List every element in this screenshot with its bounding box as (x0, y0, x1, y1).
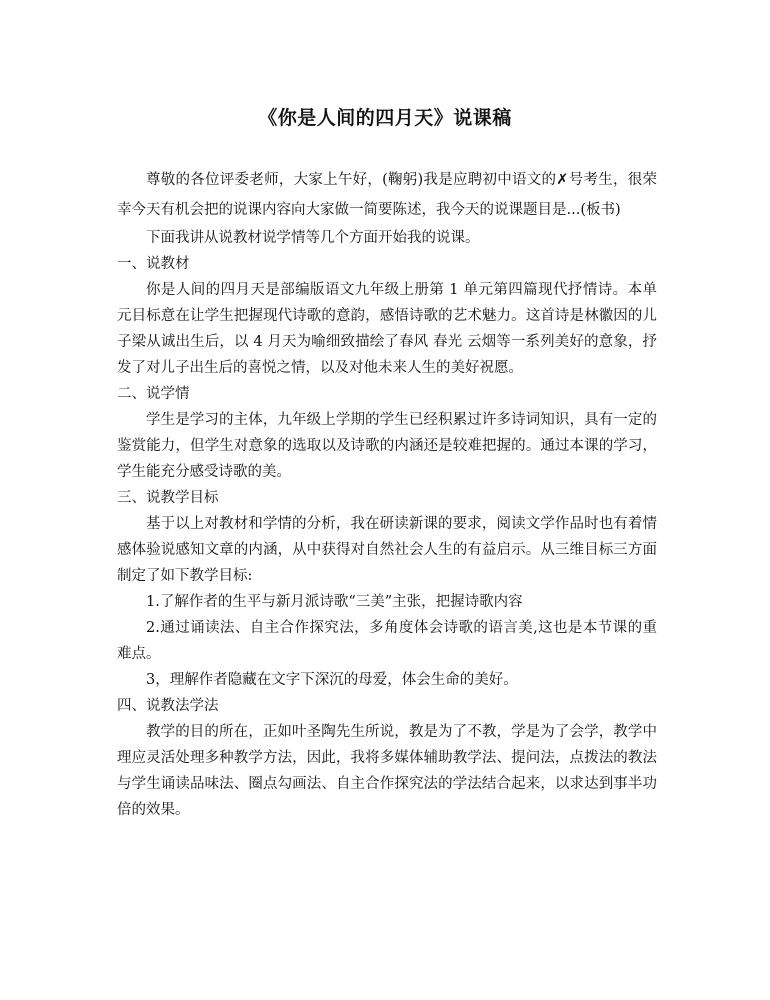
section-heading: 三、说教学目标 (117, 490, 219, 506)
body-paragraph: 基于以上对教材和学情的分析，我在研读新课的要求，阅读文学作品时也有着情感体验说感知文章的内涵，从中获得对自然社会人生的有益启示。从三维目标三方面制定了如下教学目标: (117, 516, 657, 584)
body-paragraph: 3，理解作者隐藏在文字下深沉的母爱，体会生命的美好。 (146, 672, 518, 688)
body-paragraph: 下面我讲从说教材说学情等几个方面开始我的说课。 (146, 230, 480, 246)
body-paragraph: 2.通过诵读法、自主合作探究法，多角度体会诗歌的语言美,这也是本节课的重难点。 (117, 620, 657, 662)
document-title: 《你是人间的四月天》说课稿 (258, 107, 512, 129)
body-paragraph: 你是人间的四月天是部编版语文九年级上册第 1 单元第四篇现代抒情诗。本单元目标意在让学生把握现代诗歌的意韵，感悟诗歌的艺术魅力。这首诗是林徽因的儿子梁从诚出生后，以 4 月天为喻细致描绘了春风 春光 云烟等一系列美好的意象，抒发了对儿子出生后的喜悦之情，以及对他未来人生的美好祝愿。 (117, 282, 657, 376)
body-paragraph: 教学的目的所在，正如叶圣陶先生所说，教是为了不教，学是为了会学，教学中理应灵活处理多种教学方法，因此，我将多媒体辅助教学法、提问法，点拨法的教法与学生诵读品味法、圈点勾画法、自主合作探究法的学法结合起来，以求达到事半功倍的效果。 (117, 724, 657, 818)
body-paragraph: 学生是学习的主体，九年级上学期的学生已经积累过许多诗词知识，具有一定的鉴赏能力，但学生对意象的选取以及诗歌的内涵还是较难把握的。通过本课的学习，学生能充分感受诗歌的美。 (117, 412, 657, 480)
section-heading: 四、说教法学法 (117, 698, 219, 714)
section-heading: 一、说教材 (117, 256, 190, 272)
document-body (117, 165, 657, 823)
body-paragraph: 尊敬的各位评委老师，大家上午好，(鞠躬)我是应聘初中语文的✗号考生，很荣幸今天有机会把的说课内容向大家做一简要陈述，我今天的说课题目是...(板书) (117, 172, 657, 218)
body-paragraph: 1.了解作者的生平与新月派诗歌“三美”主张，把握诗歌内容 (146, 594, 523, 610)
section-heading: 二、说学情 (117, 386, 190, 402)
